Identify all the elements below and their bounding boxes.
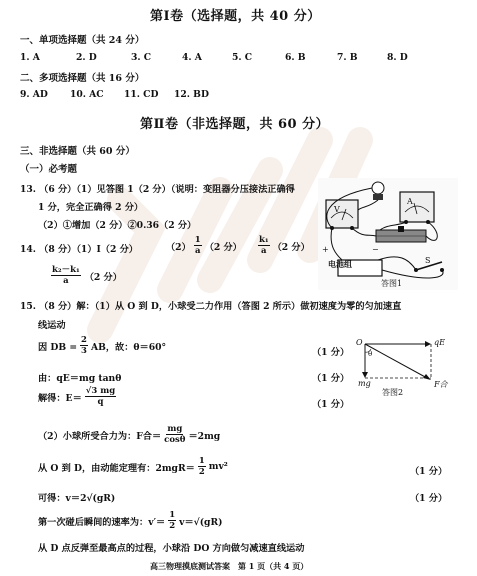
q15-line7-b: mv² xyxy=(208,461,228,472)
q15-line9 xyxy=(38,511,222,530)
q13-line1: 13. （6 分）（1）见答图 1（2 分）（说明：变阻器分压接法正确得 xyxy=(20,184,295,195)
part1-title: 第Ⅰ卷（选择题，共 40 分） xyxy=(150,9,321,24)
q15-line7-frac-den: 2 xyxy=(198,466,205,477)
section1-heading: 一、单项选择题（共 24 分） xyxy=(20,35,145,46)
q15-line5-frac-num: √3 mg xyxy=(85,386,116,396)
q15-line6-frac-den: cosθ xyxy=(164,434,186,445)
q15-line9-frac-num: 1 xyxy=(169,510,176,520)
answer-3: 3. C xyxy=(131,52,152,63)
q15-line9-b: v＝√(gR) xyxy=(179,516,223,528)
q14-frac3 xyxy=(51,266,81,285)
q15-line6-b: ＝2mg xyxy=(188,430,221,442)
answer-9: 9. AD xyxy=(20,89,48,100)
q15-line7-score: （1 分） xyxy=(410,466,448,477)
q15-line6 xyxy=(38,425,220,444)
q15-line7 xyxy=(38,457,228,476)
q15-line6-frac xyxy=(164,425,185,444)
q14-part2 xyxy=(166,236,242,255)
q14-part1: 14. （8 分）（1）I（2 分） xyxy=(20,244,138,255)
q14-part3 xyxy=(257,236,310,255)
ammeter-label: A xyxy=(407,197,413,206)
q15-line7-a: 从 O 到 D，由动能定理有：2mgR＝ xyxy=(38,462,195,474)
q15-line8-score: （1 分） xyxy=(410,493,448,504)
q15-line3-score: （1 分） xyxy=(312,347,350,358)
q14-frac1 xyxy=(194,236,202,255)
fig2-label-o: O xyxy=(356,338,363,347)
q15-line6-frac-num: mg xyxy=(167,424,183,434)
answer-4: 4. A xyxy=(182,52,202,63)
ammeter-icon xyxy=(400,192,434,224)
q15-line4-score: （1 分） xyxy=(312,373,350,384)
q15-line9-frac-den: 2 xyxy=(169,520,176,531)
q14-frac2-num: k₁ xyxy=(259,235,269,245)
q13-line3: （2）①增加（2 分）②0.36（2 分） xyxy=(38,220,197,231)
circuit-figure xyxy=(318,178,458,290)
fig2-label-f: F合 xyxy=(434,380,448,389)
q15-line3-frac xyxy=(80,336,88,355)
battery-label: 电池组 xyxy=(328,259,352,269)
q14-part4 xyxy=(50,266,122,285)
q15-line7-frac-num: 1 xyxy=(198,456,205,466)
answer-1: 1. A xyxy=(20,52,40,63)
resultant-arrow xyxy=(365,344,427,378)
q15-line5-frac xyxy=(85,387,116,406)
answer-6: 6. B xyxy=(285,52,306,63)
voltmeter-icon xyxy=(326,200,358,230)
q15-line6-a: （2）小球所受合力为：F合＝ xyxy=(38,430,162,442)
q15-line10: 从 D 点反弹至最高点的过程，小球沿 DO 方向做匀减速直线运动 xyxy=(38,543,305,554)
switch-label: S xyxy=(425,256,431,265)
answer-2: 2. D xyxy=(76,52,97,63)
q13-line2: 1 分，完全正确得 2 分） xyxy=(38,202,144,213)
q15-line5 xyxy=(38,387,117,406)
q14-part2-prefix: （2） xyxy=(166,241,191,253)
page-footer: 高三物理摸底测试答案 第 1 页（共 4 页） xyxy=(150,561,309,571)
answer-11: 11. CD xyxy=(124,89,159,100)
bulb-icon xyxy=(372,182,384,200)
q15-line4: 由：qE＝mg tanθ xyxy=(38,373,122,384)
fig2-label-mg: mg xyxy=(358,379,371,388)
fig2-label-qe: qE xyxy=(434,338,445,347)
q15-line3-b: AB，故：θ＝60° xyxy=(90,341,167,353)
q15-line3-a: 因 DB = xyxy=(38,341,78,353)
q15-line9-frac xyxy=(168,511,176,530)
section2-heading: 二、多项选择题（共 16 分） xyxy=(20,73,145,84)
q14-frac3-num: k₂－k₁ xyxy=(52,265,80,275)
q15-line1: 15. （8 分）解：（1）从 O 到 D，小球受二力作用（答图 2 所示）做初速度为零的匀加速直 xyxy=(20,301,402,312)
battery-minus-label: − xyxy=(372,245,379,254)
q15-line3-frac-den: 3 xyxy=(81,345,87,356)
q14-part3-score: （2 分） xyxy=(272,241,310,253)
required-heading: （一）必考题 xyxy=(20,164,78,175)
q15-line9-a: 第一次碰后瞬间的速率为：v′＝ xyxy=(38,516,166,528)
battery-plus-label: + xyxy=(322,245,329,254)
q15-line3-frac-num: 2 xyxy=(81,335,87,345)
q15-line3 xyxy=(38,336,166,355)
figure2-caption: 答图2 xyxy=(382,388,404,397)
figure1-caption: 答图1 xyxy=(381,279,403,288)
answer-10: 10. AC xyxy=(70,89,104,100)
part2-title: 第Ⅱ卷（非选择题，共 60 分） xyxy=(140,117,330,132)
q14-frac3-den: a xyxy=(63,275,69,286)
q15-line7-frac xyxy=(198,457,206,476)
q15-line8: 可得：v＝2√(gR) xyxy=(38,493,116,504)
q14-frac2-den: a xyxy=(261,245,267,256)
q14-frac1-num: 1 xyxy=(194,235,201,245)
q14-part2-score: （2 分） xyxy=(204,241,242,253)
q14-part4-score: （2 分） xyxy=(84,271,122,283)
q15-line5-a: 解得：E＝ xyxy=(38,392,82,404)
section3-heading: 三、非选择题（共 60 分） xyxy=(20,146,135,157)
q15-line5-score: （1 分） xyxy=(312,399,350,410)
fig2-label-theta: θ xyxy=(368,350,373,358)
answer-5: 5. C xyxy=(232,52,253,63)
q15-line2: 线运动 xyxy=(38,320,66,331)
voltmeter-label: V xyxy=(334,205,340,214)
q14-frac2 xyxy=(258,236,270,255)
q15-line5-frac-den: q xyxy=(97,396,104,407)
q14-frac1-den: a xyxy=(194,245,201,256)
answer-12: 12. BD xyxy=(174,89,209,100)
answer-8: 8. D xyxy=(387,52,408,63)
answer-7: 7. B xyxy=(337,52,358,63)
